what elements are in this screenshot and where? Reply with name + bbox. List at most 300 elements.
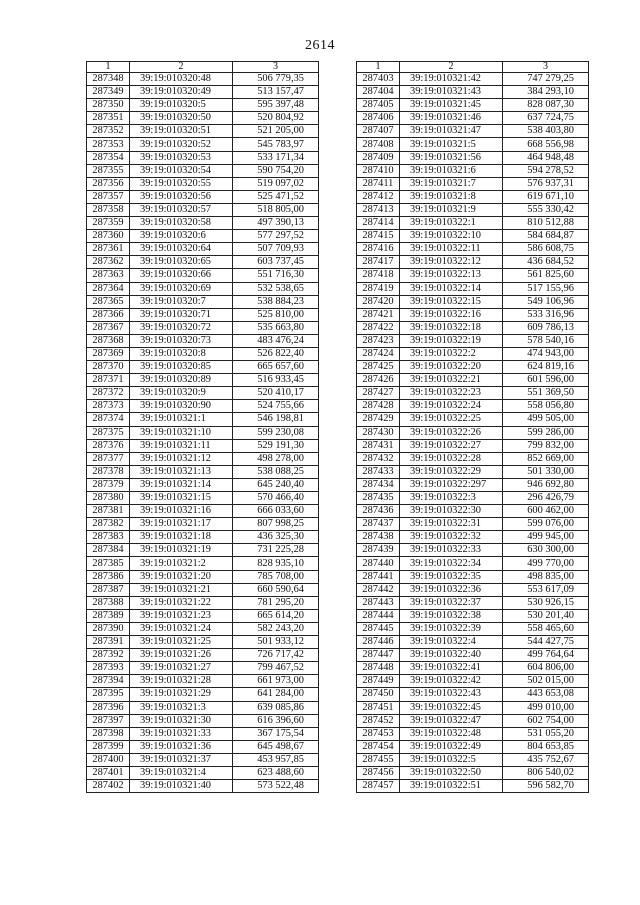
cadastral-number-cell: 39:19:010322:297 bbox=[400, 478, 503, 491]
cadastral-number-cell: 39:19:010322:12 bbox=[400, 256, 503, 269]
value-cell: 532 538,65 bbox=[233, 282, 319, 295]
cadastral-number-cell: 39:19:010322:25 bbox=[400, 413, 503, 426]
value-cell: 578 540,16 bbox=[503, 334, 589, 347]
table-row bbox=[87, 622, 319, 635]
column-header-2: 2 bbox=[400, 62, 503, 73]
value-cell: 577 297,52 bbox=[233, 230, 319, 243]
value-cell: 497 390,13 bbox=[233, 217, 319, 230]
value-cell: 513 157,47 bbox=[233, 86, 319, 99]
row-number-cell: 287444 bbox=[357, 609, 400, 622]
table-row bbox=[87, 203, 319, 216]
table-row bbox=[357, 347, 589, 360]
row-number-cell: 287353 bbox=[87, 138, 130, 151]
row-number-cell: 287424 bbox=[357, 347, 400, 360]
value-cell: 603 737,45 bbox=[233, 256, 319, 269]
row-number-cell: 287395 bbox=[87, 688, 130, 701]
table-row bbox=[357, 478, 589, 491]
table-row bbox=[357, 112, 589, 125]
table-row bbox=[87, 334, 319, 347]
row-number-cell: 287406 bbox=[357, 112, 400, 125]
cadastral-number-cell: 39:19:010320:58 bbox=[130, 217, 233, 230]
left-table bbox=[86, 61, 319, 793]
cadastral-number-cell: 39:19:010320:85 bbox=[130, 361, 233, 374]
cadastral-number-cell: 39:19:010320:50 bbox=[130, 112, 233, 125]
value-cell: 453 957,85 bbox=[233, 753, 319, 766]
row-number-cell: 287419 bbox=[357, 282, 400, 295]
cadastral-number-cell: 39:19:010321:3 bbox=[130, 701, 233, 714]
row-number-cell: 287383 bbox=[87, 531, 130, 544]
cadastral-number-cell: 39:19:010321:12 bbox=[130, 452, 233, 465]
value-cell: 558 465,60 bbox=[503, 622, 589, 635]
row-number-cell: 287387 bbox=[87, 583, 130, 596]
value-cell: 499 764,64 bbox=[503, 649, 589, 662]
table-row bbox=[357, 203, 589, 216]
table-row bbox=[87, 426, 319, 439]
table-row bbox=[87, 505, 319, 518]
table-row bbox=[87, 596, 319, 609]
table-row bbox=[87, 282, 319, 295]
value-cell: 668 556,98 bbox=[503, 138, 589, 151]
table-row bbox=[87, 557, 319, 570]
value-cell: 810 512,88 bbox=[503, 217, 589, 230]
cadastral-number-cell: 39:19:010321:47 bbox=[400, 125, 503, 138]
cadastral-number-cell: 39:19:010321:2 bbox=[130, 557, 233, 570]
row-number-cell: 287437 bbox=[357, 518, 400, 531]
value-cell: 806 540,02 bbox=[503, 766, 589, 779]
cadastral-number-cell: 39:19:010320:9 bbox=[130, 387, 233, 400]
row-number-cell: 287403 bbox=[357, 73, 400, 86]
row-number-cell: 287414 bbox=[357, 217, 400, 230]
value-cell: 584 684,87 bbox=[503, 230, 589, 243]
table-row bbox=[87, 177, 319, 190]
value-cell: 600 462,00 bbox=[503, 505, 589, 518]
value-cell: 530 201,40 bbox=[503, 609, 589, 622]
row-number-cell: 287436 bbox=[357, 505, 400, 518]
row-number-cell: 287450 bbox=[357, 688, 400, 701]
row-number-cell: 287455 bbox=[357, 753, 400, 766]
cadastral-number-cell: 39:19:010322:31 bbox=[400, 518, 503, 531]
table-row bbox=[87, 387, 319, 400]
table-row bbox=[357, 400, 589, 413]
table-row bbox=[357, 308, 589, 321]
value-cell: 526 822,40 bbox=[233, 347, 319, 360]
row-number-cell: 287354 bbox=[87, 151, 130, 164]
table-row bbox=[357, 727, 589, 740]
row-number-cell: 287417 bbox=[357, 256, 400, 269]
cadastral-number-cell: 39:19:010322:13 bbox=[400, 269, 503, 282]
table-row bbox=[357, 505, 589, 518]
cadastral-number-cell: 39:19:010322:11 bbox=[400, 243, 503, 256]
row-number-cell: 287388 bbox=[87, 596, 130, 609]
cadastral-number-cell: 39:19:010320:90 bbox=[130, 400, 233, 413]
value-cell: 666 033,60 bbox=[233, 505, 319, 518]
row-number-cell: 287367 bbox=[87, 321, 130, 334]
value-cell: 602 754,00 bbox=[503, 714, 589, 727]
page-number: 2614 bbox=[305, 38, 335, 53]
value-cell: 616 396,60 bbox=[233, 714, 319, 727]
row-number-cell: 287376 bbox=[87, 439, 130, 452]
value-cell: 474 943,00 bbox=[503, 347, 589, 360]
cadastral-number-cell: 39:19:010321:42 bbox=[400, 73, 503, 86]
cadastral-number-cell: 39:19:010322:24 bbox=[400, 400, 503, 413]
table-row bbox=[87, 649, 319, 662]
value-cell: 533 171,34 bbox=[233, 151, 319, 164]
row-number-cell: 287380 bbox=[87, 492, 130, 505]
column-header-2: 2 bbox=[130, 62, 233, 73]
value-cell: 596 582,70 bbox=[503, 780, 589, 793]
value-cell: 595 397,48 bbox=[233, 99, 319, 112]
value-cell: 623 488,60 bbox=[233, 766, 319, 779]
value-cell: 520 410,17 bbox=[233, 387, 319, 400]
value-cell: 544 427,75 bbox=[503, 636, 589, 649]
cadastral-number-cell: 39:19:010322:36 bbox=[400, 583, 503, 596]
value-cell: 464 948,48 bbox=[503, 151, 589, 164]
table-row bbox=[357, 662, 589, 675]
row-number-cell: 287404 bbox=[357, 86, 400, 99]
row-number-cell: 287435 bbox=[357, 492, 400, 505]
cadastral-number-cell: 39:19:010322:20 bbox=[400, 361, 503, 374]
cadastral-number-cell: 39:19:010320:51 bbox=[130, 125, 233, 138]
row-number-cell: 287413 bbox=[357, 203, 400, 216]
row-number-cell: 287386 bbox=[87, 570, 130, 583]
cadastral-number-cell: 39:19:010320:5 bbox=[130, 99, 233, 112]
value-cell: 726 717,42 bbox=[233, 649, 319, 662]
cadastral-number-cell: 39:19:010321:22 bbox=[130, 596, 233, 609]
cadastral-number-cell: 39:19:010321:15 bbox=[130, 492, 233, 505]
value-cell: 785 708,00 bbox=[233, 570, 319, 583]
value-cell: 384 293,10 bbox=[503, 86, 589, 99]
row-number-cell: 287415 bbox=[357, 230, 400, 243]
value-cell: 630 300,00 bbox=[503, 544, 589, 557]
value-cell: 483 476,24 bbox=[233, 334, 319, 347]
value-cell: 533 316,96 bbox=[503, 308, 589, 321]
table-row bbox=[87, 269, 319, 282]
table-row bbox=[357, 596, 589, 609]
cadastral-number-cell: 39:19:010320:8 bbox=[130, 347, 233, 360]
cadastral-number-cell: 39:19:010322:32 bbox=[400, 531, 503, 544]
table-row bbox=[357, 243, 589, 256]
cadastral-number-cell: 39:19:010322:42 bbox=[400, 675, 503, 688]
table-row bbox=[87, 217, 319, 230]
row-number-cell: 287428 bbox=[357, 400, 400, 413]
table-row bbox=[87, 701, 319, 714]
row-number-cell: 287453 bbox=[357, 727, 400, 740]
table-row bbox=[357, 622, 589, 635]
value-cell: 665 657,60 bbox=[233, 361, 319, 374]
value-cell: 367 175,54 bbox=[233, 727, 319, 740]
row-number-cell: 287392 bbox=[87, 649, 130, 662]
table-row bbox=[87, 347, 319, 360]
table-row bbox=[87, 112, 319, 125]
cadastral-number-cell: 39:19:010321:24 bbox=[130, 622, 233, 635]
value-cell: 538 088,25 bbox=[233, 465, 319, 478]
cadastral-number-cell: 39:19:010322:4 bbox=[400, 636, 503, 649]
table-row bbox=[357, 531, 589, 544]
table-row bbox=[87, 583, 319, 596]
table-row bbox=[87, 125, 319, 138]
row-number-cell: 287372 bbox=[87, 387, 130, 400]
table-row bbox=[357, 217, 589, 230]
cadastral-number-cell: 39:19:010320:52 bbox=[130, 138, 233, 151]
table-row bbox=[87, 151, 319, 164]
cadastral-number-cell: 39:19:010322:23 bbox=[400, 387, 503, 400]
row-number-cell: 287394 bbox=[87, 675, 130, 688]
cadastral-number-cell: 39:19:010322:38 bbox=[400, 609, 503, 622]
row-number-cell: 287351 bbox=[87, 112, 130, 125]
column-header-3: 3 bbox=[233, 62, 319, 73]
value-cell: 538 884,23 bbox=[233, 295, 319, 308]
cadastral-number-cell: 39:19:010321:21 bbox=[130, 583, 233, 596]
value-cell: 599 076,00 bbox=[503, 518, 589, 531]
value-cell: 804 653,85 bbox=[503, 740, 589, 753]
row-number-cell: 287449 bbox=[357, 675, 400, 688]
table-row bbox=[87, 190, 319, 203]
cadastral-number-cell: 39:19:010321:33 bbox=[130, 727, 233, 740]
value-cell: 637 724,75 bbox=[503, 112, 589, 125]
cadastral-number-cell: 39:19:010322:14 bbox=[400, 282, 503, 295]
value-cell: 731 225,28 bbox=[233, 544, 319, 557]
row-number-cell: 287408 bbox=[357, 138, 400, 151]
table-row bbox=[357, 452, 589, 465]
cadastral-number-cell: 39:19:010322:21 bbox=[400, 374, 503, 387]
cadastral-number-cell: 39:19:010321:18 bbox=[130, 531, 233, 544]
row-number-cell: 287375 bbox=[87, 426, 130, 439]
table-row bbox=[87, 675, 319, 688]
row-number-cell: 287384 bbox=[87, 544, 130, 557]
cadastral-number-cell: 39:19:010321:36 bbox=[130, 740, 233, 753]
row-number-cell: 287348 bbox=[87, 73, 130, 86]
value-cell: 506 779,35 bbox=[233, 73, 319, 86]
value-cell: 561 825,60 bbox=[503, 269, 589, 282]
row-number-cell: 287374 bbox=[87, 413, 130, 426]
cadastral-number-cell: 39:19:010321:16 bbox=[130, 505, 233, 518]
value-cell: 781 295,20 bbox=[233, 596, 319, 609]
row-number-cell: 287381 bbox=[87, 505, 130, 518]
row-number-cell: 287426 bbox=[357, 374, 400, 387]
value-cell: 599 286,00 bbox=[503, 426, 589, 439]
cadastral-number-cell: 39:19:010320:73 bbox=[130, 334, 233, 347]
cadastral-number-cell: 39:19:010321:14 bbox=[130, 478, 233, 491]
cadastral-number-cell: 39:19:010321:25 bbox=[130, 636, 233, 649]
value-cell: 852 669,00 bbox=[503, 452, 589, 465]
cadastral-number-cell: 39:19:010322:29 bbox=[400, 465, 503, 478]
cadastral-number-cell: 39:19:010322:3 bbox=[400, 492, 503, 505]
table-row bbox=[87, 321, 319, 334]
value-cell: 594 278,52 bbox=[503, 164, 589, 177]
row-number-cell: 287360 bbox=[87, 230, 130, 243]
row-number-cell: 287397 bbox=[87, 714, 130, 727]
table-row bbox=[87, 400, 319, 413]
cadastral-number-cell: 39:19:010321:13 bbox=[130, 465, 233, 478]
cadastral-number-cell: 39:19:010321:26 bbox=[130, 649, 233, 662]
value-cell: 519 097,02 bbox=[233, 177, 319, 190]
row-number-cell: 287431 bbox=[357, 439, 400, 452]
table-row bbox=[357, 269, 589, 282]
value-cell: 499 010,00 bbox=[503, 701, 589, 714]
row-number-cell: 287448 bbox=[357, 662, 400, 675]
value-cell: 296 426,79 bbox=[503, 492, 589, 505]
table-row bbox=[87, 99, 319, 112]
value-cell: 517 155,96 bbox=[503, 282, 589, 295]
row-number-cell: 287361 bbox=[87, 243, 130, 256]
cadastral-number-cell: 39:19:010322:19 bbox=[400, 334, 503, 347]
row-number-cell: 287452 bbox=[357, 714, 400, 727]
value-cell: 660 590,64 bbox=[233, 583, 319, 596]
table-row bbox=[357, 334, 589, 347]
table-row bbox=[357, 688, 589, 701]
value-cell: 535 663,80 bbox=[233, 321, 319, 334]
cadastral-number-cell: 39:19:010321:17 bbox=[130, 518, 233, 531]
cadastral-number-cell: 39:19:010321:45 bbox=[400, 99, 503, 112]
table-row bbox=[357, 465, 589, 478]
row-number-cell: 287371 bbox=[87, 374, 130, 387]
row-number-cell: 287429 bbox=[357, 413, 400, 426]
value-cell: 946 692,80 bbox=[503, 478, 589, 491]
table-row bbox=[357, 492, 589, 505]
value-cell: 570 466,40 bbox=[233, 492, 319, 505]
table-row bbox=[357, 282, 589, 295]
value-cell: 516 933,45 bbox=[233, 374, 319, 387]
cadastral-number-cell: 39:19:010320:7 bbox=[130, 295, 233, 308]
value-cell: 576 937,31 bbox=[503, 177, 589, 190]
table-row bbox=[357, 636, 589, 649]
cadastral-number-cell: 39:19:010321:1 bbox=[130, 413, 233, 426]
cadastral-number-cell: 39:19:010320:49 bbox=[130, 86, 233, 99]
table-row bbox=[357, 374, 589, 387]
right-table bbox=[356, 61, 589, 793]
value-cell: 530 926,15 bbox=[503, 596, 589, 609]
cadastral-number-cell: 39:19:010321:9 bbox=[400, 203, 503, 216]
value-cell: 828 087,30 bbox=[503, 99, 589, 112]
row-number-cell: 287385 bbox=[87, 557, 130, 570]
row-number-cell: 287349 bbox=[87, 86, 130, 99]
value-cell: 525 810,00 bbox=[233, 308, 319, 321]
table-row bbox=[87, 86, 319, 99]
row-number-cell: 287410 bbox=[357, 164, 400, 177]
table-row bbox=[357, 675, 589, 688]
cadastral-number-cell: 39:19:010322:50 bbox=[400, 766, 503, 779]
cadastral-number-cell: 39:19:010321:30 bbox=[130, 714, 233, 727]
row-number-cell: 287447 bbox=[357, 649, 400, 662]
row-number-cell: 287359 bbox=[87, 217, 130, 230]
table-row bbox=[357, 701, 589, 714]
value-cell: 435 752,67 bbox=[503, 753, 589, 766]
table-row bbox=[87, 374, 319, 387]
value-cell: 525 471,52 bbox=[233, 190, 319, 203]
row-number-cell: 287433 bbox=[357, 465, 400, 478]
cadastral-number-cell: 39:19:010321:4 bbox=[130, 766, 233, 779]
row-number-cell: 287430 bbox=[357, 426, 400, 439]
value-cell: 546 198,81 bbox=[233, 413, 319, 426]
value-cell: 582 243,20 bbox=[233, 622, 319, 635]
value-cell: 529 191,30 bbox=[233, 439, 319, 452]
table-row bbox=[357, 151, 589, 164]
table-row bbox=[357, 230, 589, 243]
row-number-cell: 287362 bbox=[87, 256, 130, 269]
cadastral-number-cell: 39:19:010321:11 bbox=[130, 439, 233, 452]
table-row bbox=[357, 557, 589, 570]
table-row bbox=[87, 465, 319, 478]
value-cell: 524 755,66 bbox=[233, 400, 319, 413]
cadastral-number-cell: 39:19:010321:37 bbox=[130, 753, 233, 766]
value-cell: 609 786,13 bbox=[503, 321, 589, 334]
value-cell: 661 973,00 bbox=[233, 675, 319, 688]
row-number-cell: 287438 bbox=[357, 531, 400, 544]
value-cell: 538 403,80 bbox=[503, 125, 589, 138]
table-row bbox=[87, 256, 319, 269]
table-row bbox=[87, 73, 319, 86]
row-number-cell: 287440 bbox=[357, 557, 400, 570]
table-row bbox=[357, 321, 589, 334]
row-number-cell: 287358 bbox=[87, 203, 130, 216]
cadastral-number-cell: 39:19:010321:27 bbox=[130, 662, 233, 675]
row-number-cell: 287399 bbox=[87, 740, 130, 753]
value-cell: 747 279,25 bbox=[503, 73, 589, 86]
table-row bbox=[87, 230, 319, 243]
value-cell: 436 325,30 bbox=[233, 531, 319, 544]
cadastral-number-cell: 39:19:010322:28 bbox=[400, 452, 503, 465]
cadastral-number-cell: 39:19:010321:28 bbox=[130, 675, 233, 688]
cadastral-number-cell: 39:19:010321:19 bbox=[130, 544, 233, 557]
row-number-cell: 287441 bbox=[357, 570, 400, 583]
row-number-cell: 287434 bbox=[357, 478, 400, 491]
cadastral-number-cell: 39:19:010320:57 bbox=[130, 203, 233, 216]
value-cell: 555 330,42 bbox=[503, 203, 589, 216]
value-cell: 498 278,00 bbox=[233, 452, 319, 465]
row-number-cell: 287425 bbox=[357, 361, 400, 374]
value-cell: 590 754,20 bbox=[233, 164, 319, 177]
row-number-cell: 287402 bbox=[87, 780, 130, 793]
table-row bbox=[357, 439, 589, 452]
cadastral-number-cell: 39:19:010322:43 bbox=[400, 688, 503, 701]
row-number-cell: 287456 bbox=[357, 766, 400, 779]
value-cell: 521 205,00 bbox=[233, 125, 319, 138]
table-row bbox=[357, 177, 589, 190]
table-row bbox=[357, 714, 589, 727]
row-number-cell: 287409 bbox=[357, 151, 400, 164]
table-row bbox=[87, 740, 319, 753]
table-row bbox=[357, 138, 589, 151]
row-number-cell: 287355 bbox=[87, 164, 130, 177]
table-row bbox=[87, 714, 319, 727]
column-header-1: 1 bbox=[357, 62, 400, 73]
cadastral-number-cell: 39:19:010320:54 bbox=[130, 164, 233, 177]
table-row bbox=[87, 753, 319, 766]
row-number-cell: 287352 bbox=[87, 125, 130, 138]
table-row bbox=[357, 609, 589, 622]
value-cell: 619 671,10 bbox=[503, 190, 589, 203]
value-cell: 586 608,75 bbox=[503, 243, 589, 256]
row-number-cell: 287457 bbox=[357, 780, 400, 793]
row-number-cell: 287398 bbox=[87, 727, 130, 740]
table-row bbox=[357, 753, 589, 766]
table-row bbox=[87, 766, 319, 779]
value-cell: 558 056,80 bbox=[503, 400, 589, 413]
row-number-cell: 287391 bbox=[87, 636, 130, 649]
cadastral-number-cell: 39:19:010320:64 bbox=[130, 243, 233, 256]
value-cell: 520 804,92 bbox=[233, 112, 319, 125]
row-number-cell: 287416 bbox=[357, 243, 400, 256]
value-cell: 501 330,00 bbox=[503, 465, 589, 478]
table-row bbox=[87, 688, 319, 701]
cadastral-number-cell: 39:19:010320:66 bbox=[130, 269, 233, 282]
table-row bbox=[357, 740, 589, 753]
row-number-cell: 287432 bbox=[357, 452, 400, 465]
value-cell: 518 805,00 bbox=[233, 203, 319, 216]
cadastral-number-cell: 39:19:010320:56 bbox=[130, 190, 233, 203]
cadastral-number-cell: 39:19:010321:43 bbox=[400, 86, 503, 99]
value-cell: 799 832,00 bbox=[503, 439, 589, 452]
